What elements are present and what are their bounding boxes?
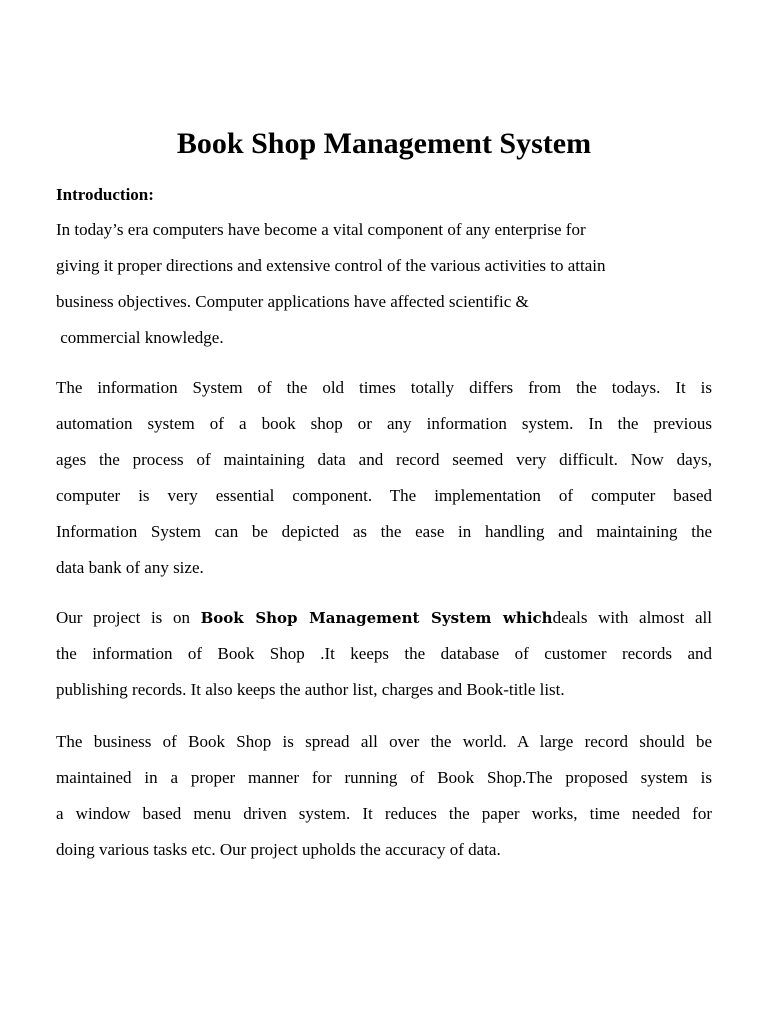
paragraph-line: giving it proper directions and extensive control of the various activities to attain	[56, 256, 606, 275]
paragraph-line: the information of Book Shop .It keeps the database of customer records and	[56, 644, 712, 663]
paragraph-1	[56, 212, 712, 356]
paragraph-line: The information System of the old times totally differs from the todays. It is	[56, 378, 712, 397]
paragraph-line: maintained in a proper manner for running of Book Shop.The proposed system is	[56, 768, 712, 787]
paragraph-2	[56, 370, 712, 586]
paragraph-line: data bank of any size.	[56, 558, 204, 577]
document-title: Book Shop Management System	[176, 127, 592, 160]
paragraph-line: Information System can be depicted as the ease in handling and maintaining the	[56, 522, 712, 541]
paragraph-line: business objectives. Computer applications have affected scientific &	[56, 292, 529, 311]
paragraph-4	[56, 724, 712, 868]
paragraph-line: a window based menu driven system. It reduces the paper works, time needed for	[56, 804, 712, 823]
paragraph-3	[56, 600, 712, 708]
paragraph-line: commercial knowledge.	[56, 328, 224, 347]
paragraph-text: Our project is on	[56, 608, 201, 627]
paragraph-line	[56, 600, 712, 636]
introduction-heading: Introduction:	[56, 185, 154, 204]
paragraph-line: automation system of a book shop or any information system. In the previous	[56, 414, 712, 433]
paragraph-line: The business of Book Shop is spread all over the world. A large record should be	[56, 732, 712, 751]
paragraph-line: In today’s era computers have become a vital component of any enterprise for	[56, 220, 586, 239]
paragraph-line: doing various tasks etc. Our project upholds the accuracy of data.	[56, 840, 501, 859]
paragraph-text: deals with almost all	[552, 608, 713, 627]
bold-system-name: Book Shop Management System which	[200, 609, 553, 627]
paragraph-line: publishing records. It also keeps the author list, charges and Book-title list.	[56, 680, 565, 699]
paragraph-line: ages the process of maintaining data and record seemed very difficult. Now days,	[56, 450, 712, 469]
paragraph-line: computer is very essential component. The implementation of computer based	[56, 486, 712, 505]
